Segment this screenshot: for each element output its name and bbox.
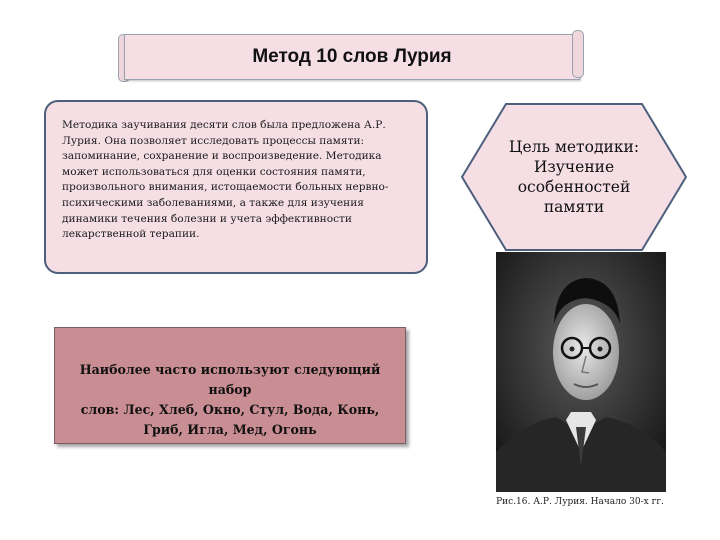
goal-line-3: особенностей bbox=[517, 178, 631, 196]
description-box bbox=[44, 100, 428, 274]
title-banner bbox=[118, 30, 584, 82]
scroll-body bbox=[124, 34, 580, 80]
luria-portrait-photo bbox=[496, 252, 666, 492]
goal-text bbox=[460, 137, 688, 217]
goal-line-2: Изучение bbox=[533, 158, 615, 176]
portrait-illustration bbox=[496, 252, 666, 492]
scroll-curl-right bbox=[572, 30, 584, 78]
word-set-text bbox=[63, 360, 397, 440]
word-set-line-2: слов: Лес, Хлеб, Окно, Стул, Вода, Конь, bbox=[80, 402, 380, 417]
goal-line-4: памяти bbox=[543, 198, 605, 216]
goal-line-1: Цель методики: bbox=[508, 138, 640, 156]
description-text: Методика заучивания десяти слов была предложена А.Р. Лурия. Она позволяет исследовать процессы памяти: запоминание, сохранение и воспроизведение. Методика может использоваться для оценки состояния памяти, произвольного внимания, истощаемости больных нервно-психическими заболеваниями, а также для изучения динамики течения болезни и учета эффективности лекарственной терапии. bbox=[62, 119, 389, 241]
photo-caption: Рис.16. А.Р. Лурия. Начало 30-х гг. bbox=[496, 497, 664, 507]
word-set-box bbox=[54, 327, 406, 444]
goal-octagon bbox=[460, 102, 688, 252]
word-set-line-1: Наиболее часто используют следующий набор bbox=[79, 362, 381, 397]
page-title: Метод 10 слов Лурия bbox=[252, 46, 452, 67]
word-set-line-3: Гриб, Игла, Мед, Огонь bbox=[143, 422, 317, 437]
